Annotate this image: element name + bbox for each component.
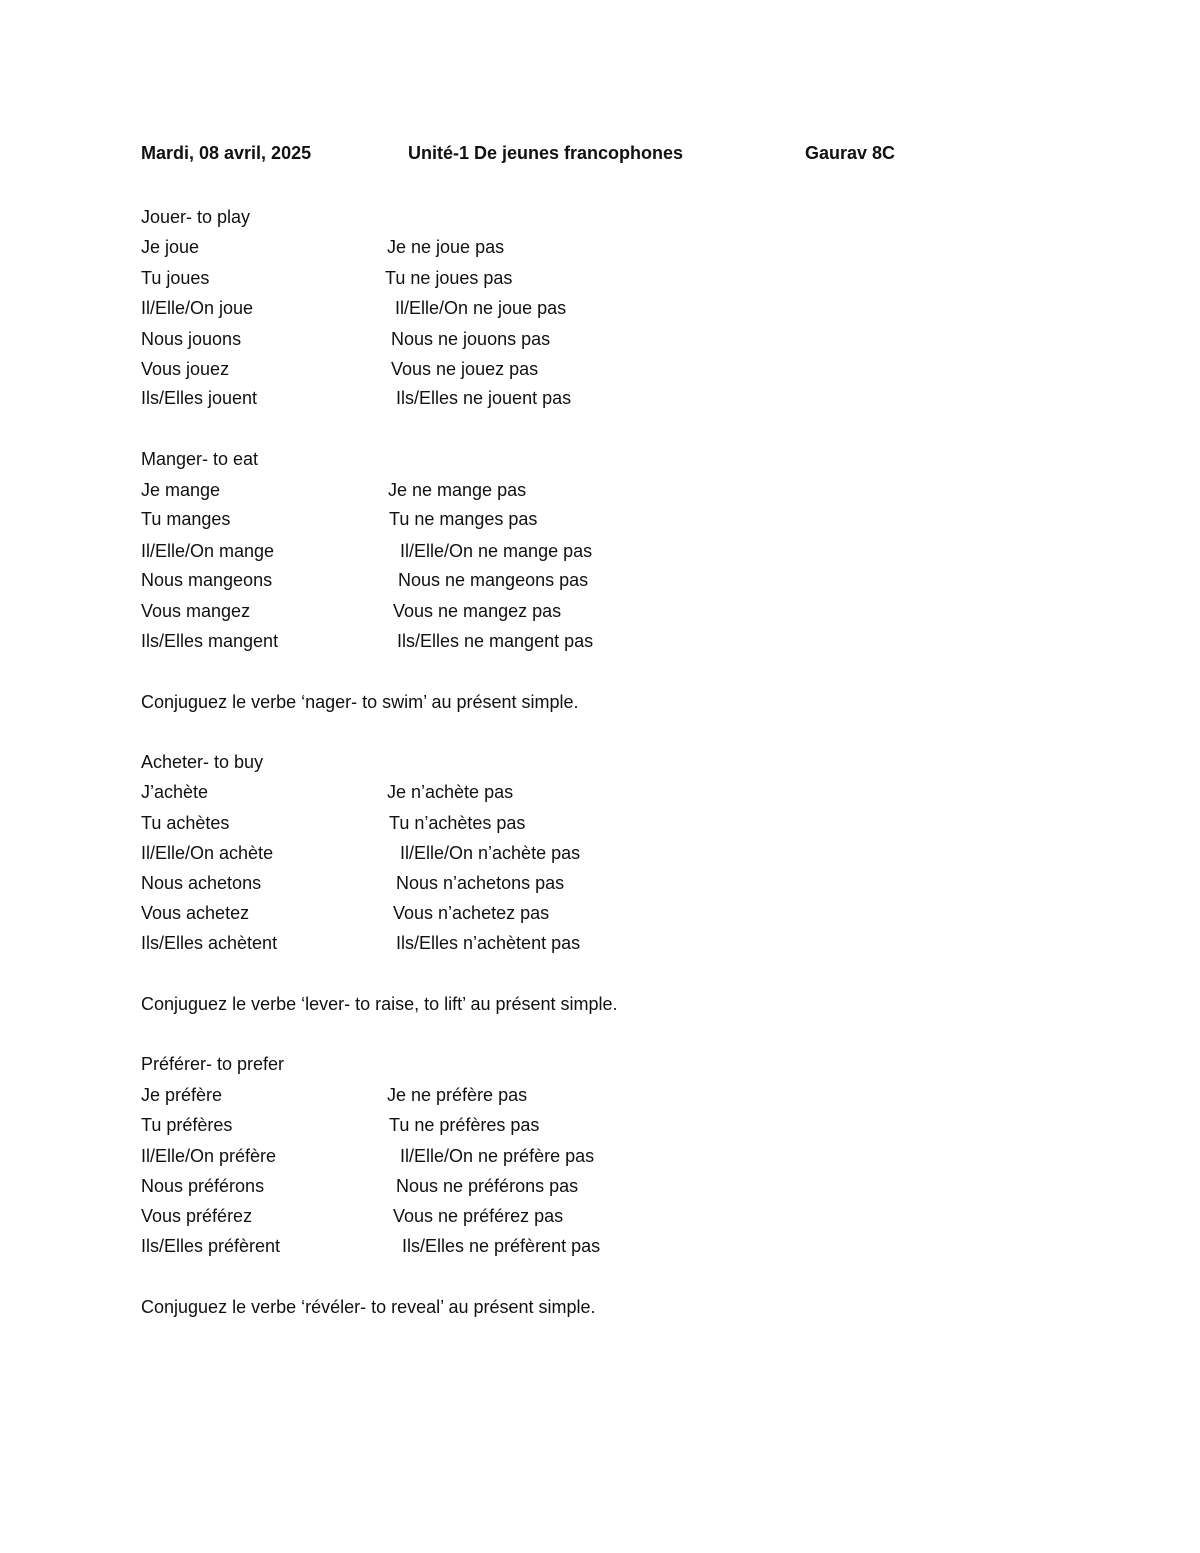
conjugation-row <box>141 384 841 412</box>
affirmative-form: Tu achètes <box>141 813 230 833</box>
affirmative-form: Ils/Elles achètent <box>141 933 278 953</box>
negative-form: Ils/Elles ne mangent pas <box>397 631 594 651</box>
negative-form: Tu ne joues pas <box>385 268 513 288</box>
conjugation-row <box>141 1202 841 1230</box>
affirmative-form: Je mange <box>141 480 221 500</box>
header-student-name: Gaurav 8C <box>805 143 896 163</box>
negative-form: Ils/Elles ne jouent pas <box>396 388 572 408</box>
conjugation-row <box>141 778 841 806</box>
verb-title-preferer: Préférer- to prefer <box>141 1054 285 1074</box>
negative-form: Je n’achète pas <box>387 782 514 802</box>
exercise-instruction: Conjuguez le verbe ‘nager- to swim’ au présent simple. <box>141 692 579 712</box>
negative-form: Vous n’achetez pas <box>393 903 550 923</box>
affirmative-form: Nous jouons <box>141 329 242 349</box>
affirmative-form: Il/Elle/On achète <box>141 843 274 863</box>
conjugation-row <box>141 597 841 625</box>
affirmative-form: Ils/Elles préfèrent <box>141 1236 281 1256</box>
negative-form: Je ne mange pas <box>388 480 527 500</box>
affirmative-form: Ils/Elles mangent <box>141 631 279 651</box>
conjugation-row <box>141 1232 841 1260</box>
affirmative-form: Tu joues <box>141 268 210 288</box>
negative-form: Nous ne préférons pas <box>396 1176 579 1196</box>
verb-title-manger: Manger- to eat <box>141 449 259 469</box>
negative-form: Je ne joue pas <box>387 237 505 257</box>
conjugation-row <box>141 264 841 292</box>
negative-form: Tu n’achètes pas <box>389 813 526 833</box>
negative-form: Ils/Elles ne préfèrent pas <box>402 1236 601 1256</box>
conjugation-row <box>141 355 841 383</box>
negative-form: Il/Elle/On n’achète pas <box>400 843 581 863</box>
negative-form: Vous ne préférez pas <box>393 1206 564 1226</box>
conjugation-row <box>141 566 841 594</box>
conjugation-row <box>141 1111 841 1139</box>
negative-form: Il/Elle/On ne mange pas <box>400 541 593 561</box>
negative-form: Nous n’achetons pas <box>396 873 565 893</box>
conjugation-row <box>141 869 841 897</box>
affirmative-form: J’achète <box>141 782 209 802</box>
affirmative-form: Vous préférez <box>141 1206 253 1226</box>
conjugation-row <box>141 809 841 837</box>
conjugation-row <box>141 505 841 533</box>
negative-form: Tu ne manges pas <box>389 509 538 529</box>
negative-form: Il/Elle/On ne préfère pas <box>400 1146 595 1166</box>
affirmative-form: Il/Elle/On mange <box>141 541 275 561</box>
affirmative-form: Vous mangez <box>141 601 251 621</box>
affirmative-form: Il/Elle/On joue <box>141 298 254 318</box>
negative-form: Ils/Elles n’achètent pas <box>396 933 581 953</box>
negative-form: Nous ne jouons pas <box>391 329 551 349</box>
negative-form: Vous ne mangez pas <box>393 601 562 621</box>
document-header <box>141 143 1041 171</box>
conjugation-row <box>141 1172 841 1200</box>
negative-form: Je ne préfère pas <box>387 1085 528 1105</box>
affirmative-form: Nous achetons <box>141 873 262 893</box>
negative-form: Vous ne jouez pas <box>391 359 539 379</box>
conjugation-row <box>141 839 841 867</box>
affirmative-form: Nous préférons <box>141 1176 265 1196</box>
affirmative-form: Vous jouez <box>141 359 230 379</box>
affirmative-form: Nous mangeons <box>141 570 273 590</box>
conjugation-row <box>141 1142 841 1170</box>
verb-title-jouer: Jouer- to play <box>141 207 251 227</box>
header-unit-title: Unité-1 De jeunes francophones <box>408 143 684 163</box>
conjugation-row <box>141 1081 841 1109</box>
conjugation-row <box>141 537 841 565</box>
negative-form: Tu ne préfères pas <box>389 1115 540 1135</box>
exercise-instruction: Conjuguez le verbe ‘lever- to raise, to lift’ au présent simple. <box>141 994 618 1014</box>
verb-title-acheter: Acheter- to buy <box>141 752 264 772</box>
conjugation-row <box>141 627 841 655</box>
affirmative-form: Il/Elle/On préfère <box>141 1146 277 1166</box>
conjugation-row <box>141 233 841 261</box>
conjugation-row <box>141 476 841 504</box>
negative-form: Nous ne mangeons pas <box>398 570 589 590</box>
conjugation-row <box>141 325 841 353</box>
conjugation-row <box>141 899 841 927</box>
affirmative-form: Je joue <box>141 237 200 257</box>
affirmative-form: Vous achetez <box>141 903 250 923</box>
conjugation-row <box>141 294 841 322</box>
conjugation-row <box>141 929 841 957</box>
affirmative-form: Tu manges <box>141 509 231 529</box>
exercise-instruction: Conjuguez le verbe ‘révéler- to reveal’ au présent simple. <box>141 1297 596 1317</box>
affirmative-form: Je préfère <box>141 1085 223 1105</box>
affirmative-form: Ils/Elles jouent <box>141 388 258 408</box>
header-date: Mardi, 08 avril, 2025 <box>141 143 312 163</box>
affirmative-form: Tu préfères <box>141 1115 233 1135</box>
negative-form: Il/Elle/On ne joue pas <box>395 298 567 318</box>
